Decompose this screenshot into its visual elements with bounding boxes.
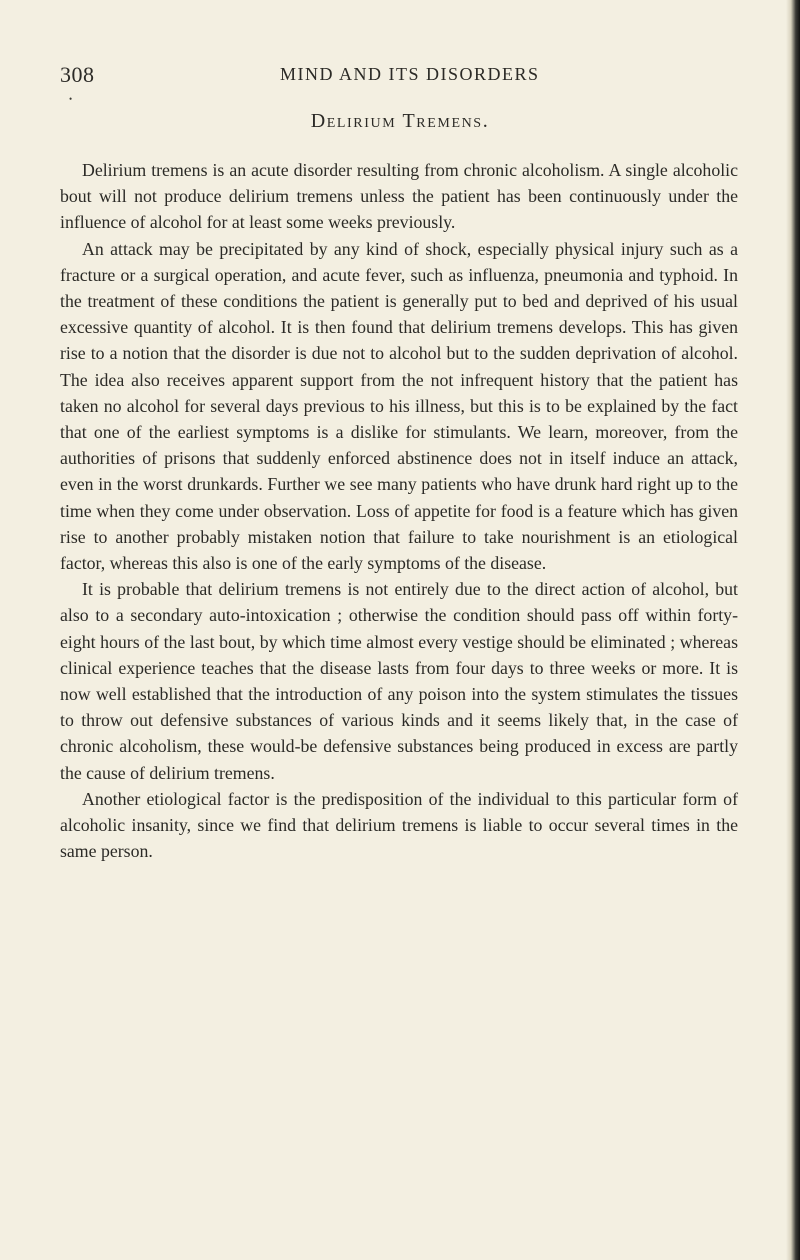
page-edge-shadow [786,0,800,1260]
paragraph-3: It is probable that delirium tremens is not entirely due to the direct action of alcohol, but also to a secondary auto-intoxication ; otherwise the condition should pass off within forty-eight hours of the last bout, by which time almost every vestige should be eliminated ; whereas clinical experience teaches that the disease lasts from four days to three weeks or more. It is now well established that the introduction of any poison into the system stimulates the tissues to throw out defensive substances of various kinds and it seems likely that, in the case of chronic alcoholism, these would-be defensive substances being produced in excess are partly the cause of delirium tremens. [60,579,738,783]
running-title: MIND AND ITS DISORDERS [280,64,540,84]
section-title: Delirium Tremens. [310,110,490,132]
page-number: 308 [60,62,95,87]
body-text [60,157,738,864]
running-head [60,62,740,92]
paragraph-1: Delirium tremens is an acute disorder resulting from chronic alcoholism. A single alcoholic bout will not produce delirium tremens unless the patient has been continuously under the influence of alcohol for at least some weeks previously. [60,160,738,233]
bullet-mark-icon: • [69,94,73,104]
paragraph-4: Another etiological factor is the predisposition of the individual to this particular form of alcoholic insanity, since we find that delirium tremens is liable to occur several times in the same person. [60,788,738,862]
paragraph-2: An attack may be precipitated by any kind of shock, especially physical injury such as a fracture or a surgical operation, and acute fever, such as influenza, pneumonia and typhoid. In the treatment of these conditions the patient is generally put to bed and deprived of his usual excessive quantity of alcohol. It is then found that delirium tremens develops. This has given rise to a notion that the disorder is due not to alcohol but to the sudden deprivation of alcohol. The idea also receives apparent support from the not infrequent history that the patient has taken no alcohol for several days previous to his illness, but this is to be explained by the fact that one of the earliest symptoms is a dislike for stimulants. We learn, moreover, from the authorities of prisons that suddenly enforced abstinence does not in itself induce an attack, even in the worst drunkards. Further we see many patients who have drunk hard right up to the time when they come under observation. Loss of appetite for food is a feature which has given rise to another probably mistaken notion that failure to take nourishment is an etiological factor, whereas this also is one of the early symptoms of the disease. [60,238,738,574]
